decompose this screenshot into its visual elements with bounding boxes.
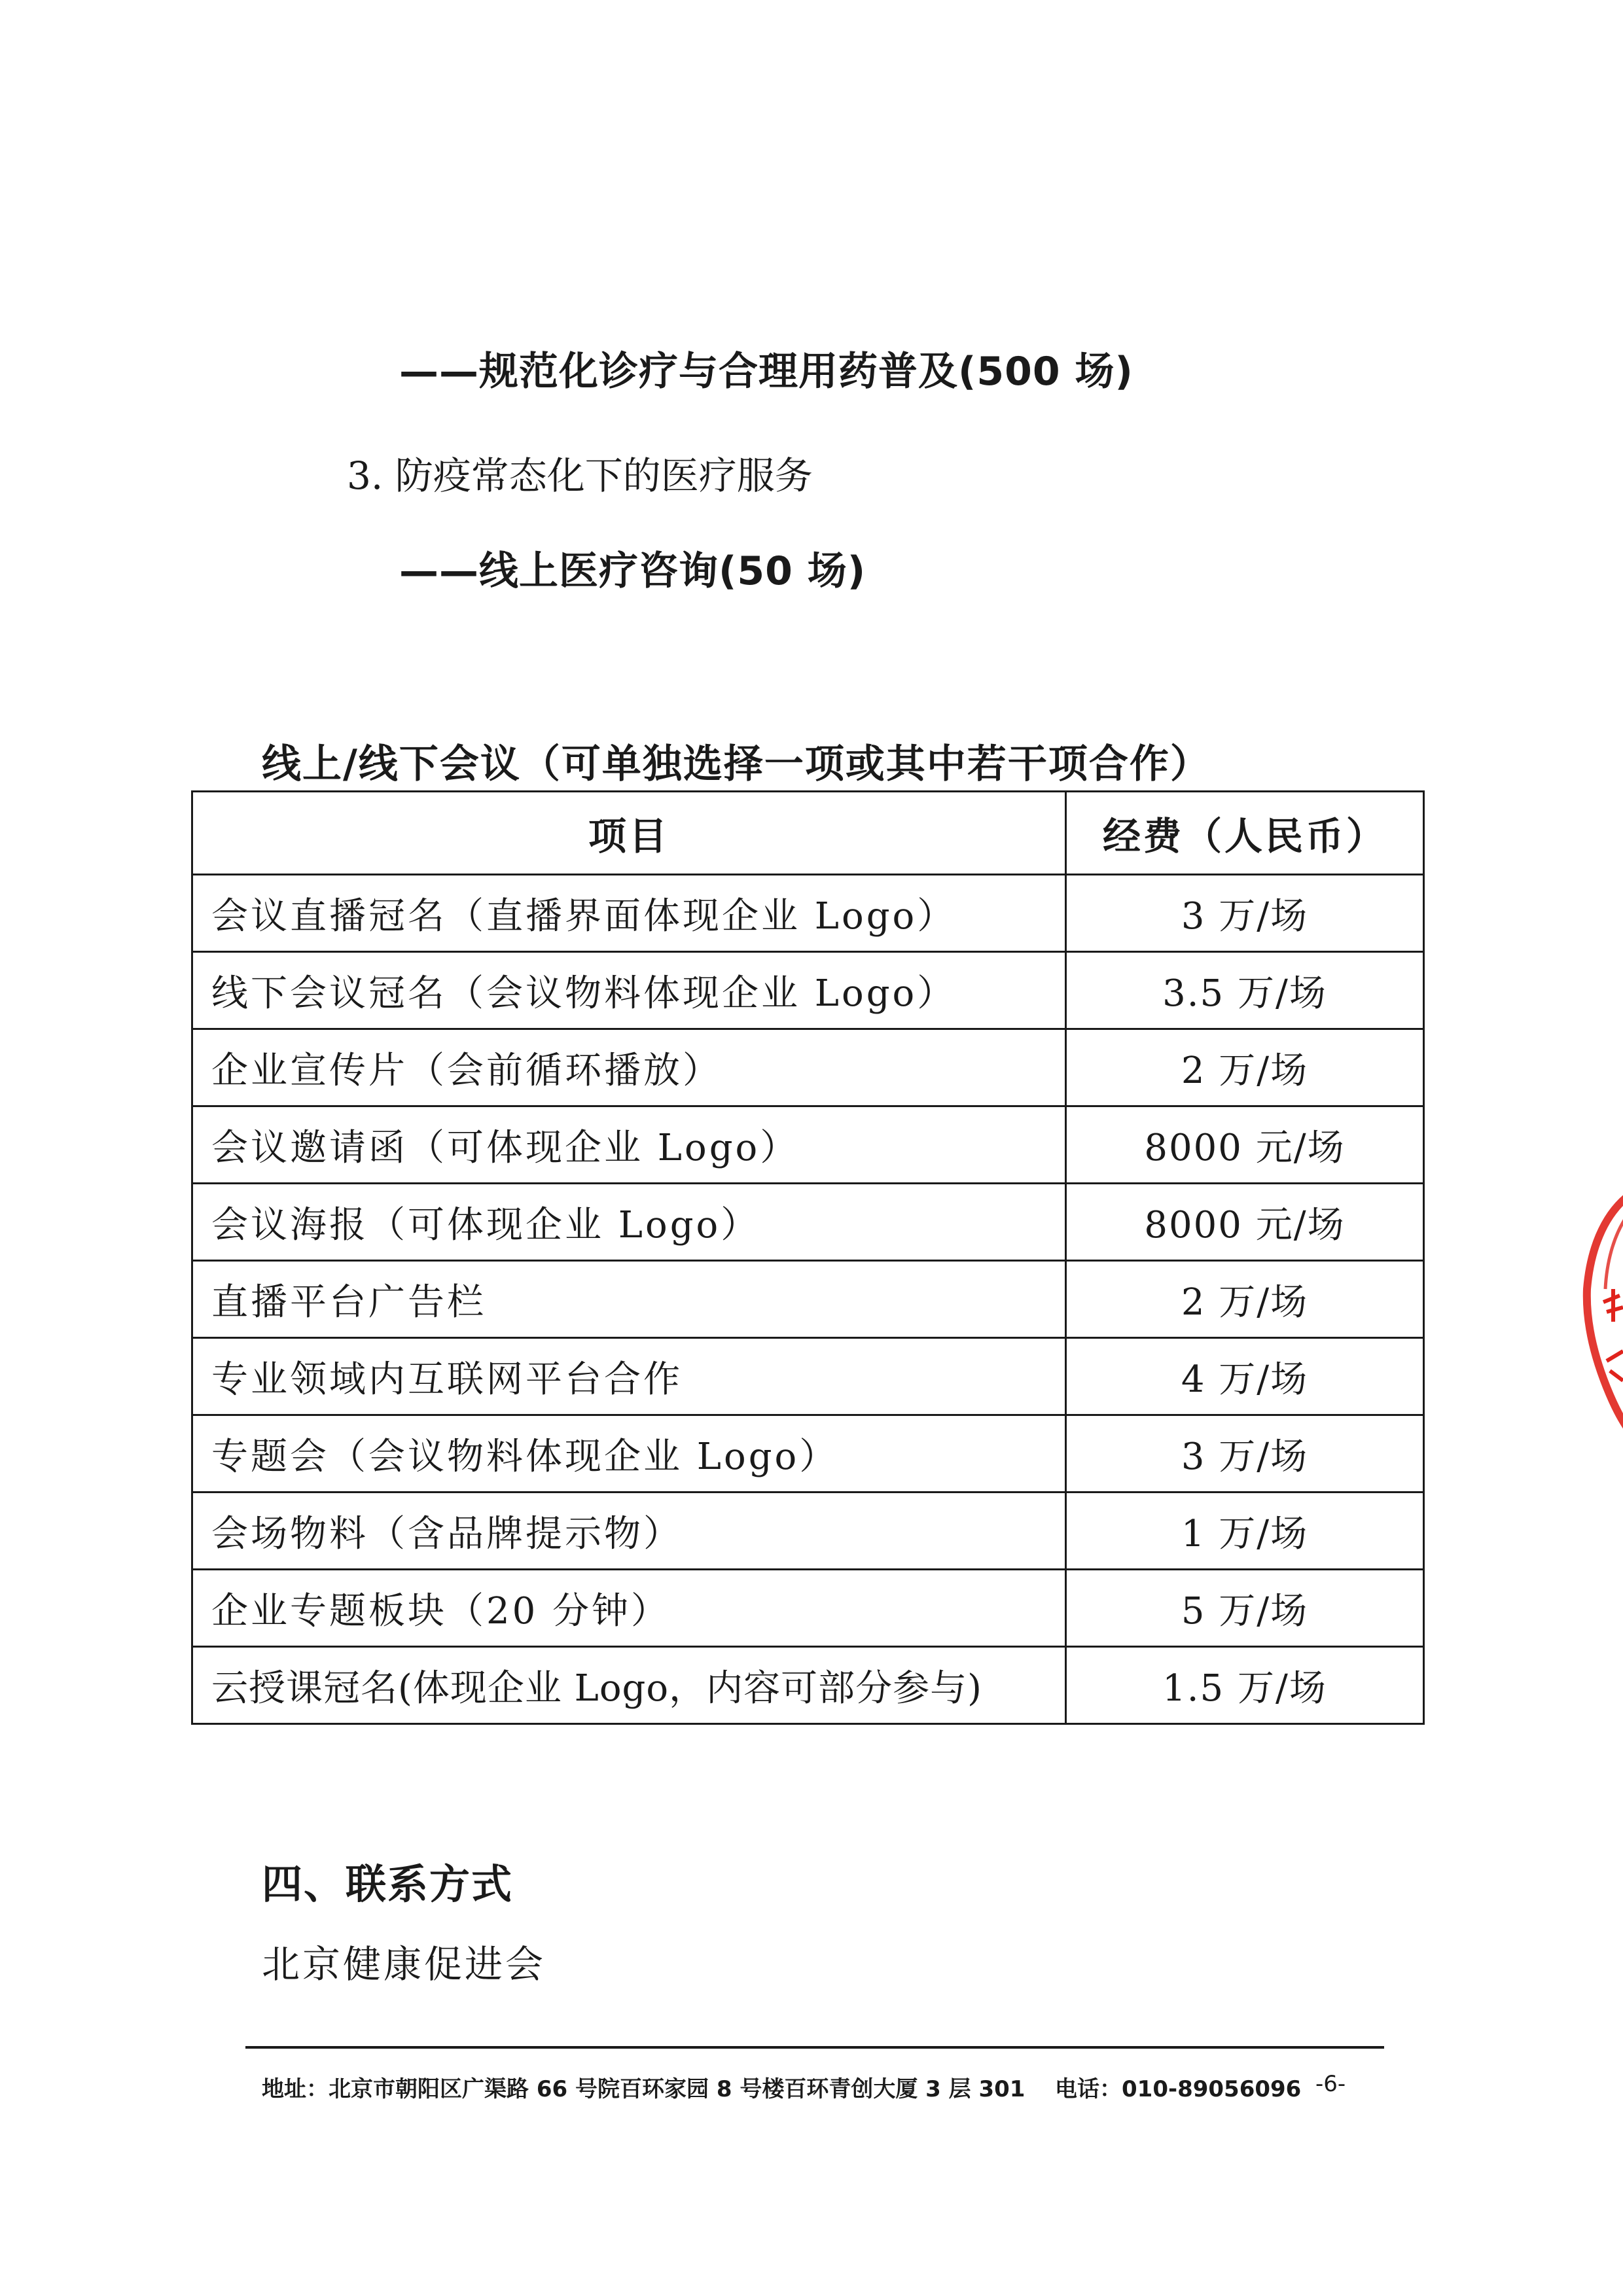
row-name: 会议海报（可体现企业 Logo） [192, 1184, 1066, 1261]
item-3-title: 3. 防疫常态化下的医疗服务 [347, 453, 813, 498]
table-header-row [192, 792, 1424, 875]
table-row [192, 1492, 1424, 1570]
row-fee: 2 万/场 [1066, 1261, 1424, 1338]
row-name: 线下会议冠名（会议物料体现企业 Logo） [192, 952, 1066, 1029]
table-row [192, 1184, 1424, 1261]
row-fee: 1 万/场 [1066, 1492, 1424, 1570]
row-fee: 5 万/场 [1066, 1570, 1424, 1647]
table-row [192, 1570, 1424, 1647]
header-fee: 经费（人民币） [1066, 792, 1424, 875]
row-name: 会场物料（含品牌提示物） [192, 1492, 1066, 1570]
table-row [192, 1338, 1424, 1415]
table-row [192, 1415, 1424, 1492]
row-fee: 8000 元/场 [1066, 1184, 1424, 1261]
footer-phone: 电话：010-89056096 [1055, 2076, 1302, 2102]
row-fee: 1.5 万/场 [1066, 1647, 1424, 1724]
row-name: 专业领域内互联网平台合作 [192, 1338, 1066, 1415]
row-fee: 3.5 万/场 [1066, 952, 1424, 1029]
table-row [192, 1647, 1424, 1724]
subitem-online-consult: ——线上医疗咨询(50 场) [399, 548, 866, 594]
table-row [192, 952, 1424, 1029]
table-row [192, 1106, 1424, 1184]
row-fee: 8000 元/场 [1066, 1106, 1424, 1184]
fee-table [191, 790, 1425, 1725]
row-name: 会议直播冠名（直播界面体现企业 Logo） [192, 875, 1066, 952]
section-heading-contact: 四、联系方式 [262, 1860, 514, 1908]
row-name: 直播平台广告栏 [192, 1261, 1066, 1338]
row-name: 云授课冠名(体现企业 Logo，内容可部分参与) [192, 1647, 1066, 1724]
row-fee: 2 万/场 [1066, 1029, 1424, 1106]
seal-stamp-fragment [1567, 1191, 1623, 1433]
row-name: 专题会（会议物料体现企业 Logo） [192, 1415, 1066, 1492]
table-row [192, 1029, 1424, 1106]
subitem-standard-treatment: ——规范化诊疗与合理用药普及(500 场) [399, 349, 1133, 395]
table-row [192, 1261, 1424, 1338]
row-name: 会议邀请函（可体现企业 Logo） [192, 1106, 1066, 1184]
organization-name: 北京健康促进会 [262, 1942, 546, 1987]
page-number: -6- [1315, 2071, 1346, 2097]
row-fee: 3 万/场 [1066, 1415, 1424, 1492]
footer-address: 地址：北京市朝阳区广渠路 66 号院百环家园 8 号楼百环青创大厦 3 层 301 [262, 2076, 1026, 2102]
footer-divider [245, 2046, 1384, 2049]
header-item: 项目 [192, 792, 1066, 875]
row-fee: 4 万/场 [1066, 1338, 1424, 1415]
table-row [192, 875, 1424, 952]
row-fee: 3 万/场 [1066, 875, 1424, 952]
row-name: 企业宣传片（会前循环播放） [192, 1029, 1066, 1106]
table-title: 线上/线下会议（可单独选择一项或其中若干项合作） [262, 741, 1211, 787]
row-name: 企业专题板块（20 分钟） [192, 1570, 1066, 1647]
